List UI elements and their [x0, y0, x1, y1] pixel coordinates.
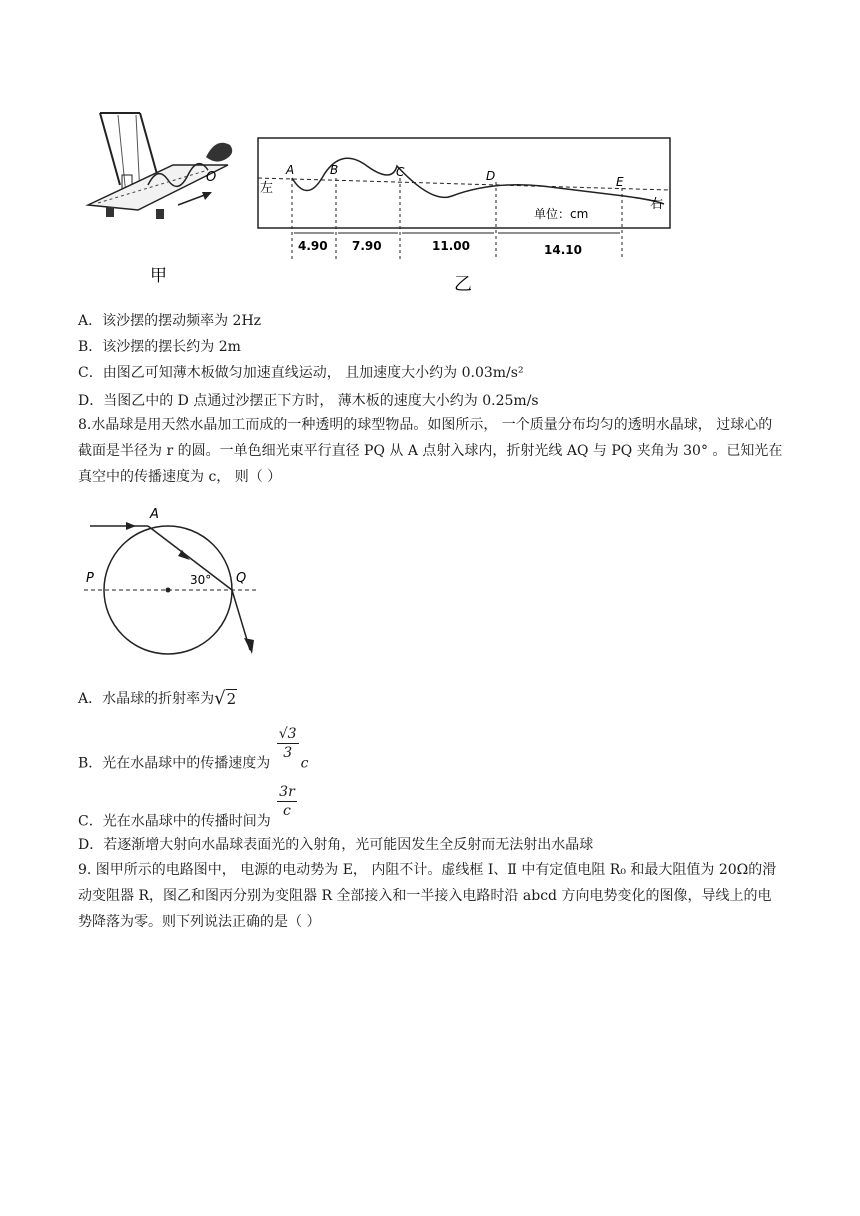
segment-1: 4.90	[298, 239, 328, 253]
caption-yi: 乙	[454, 274, 472, 295]
q7-option-d: D．当图乙中的 D 点通过沙摆正下方时， 薄木板的速度大小约为 0.25m/s	[78, 393, 539, 409]
q8-option-c-text: C．光在水晶球中的传播时间为	[78, 813, 271, 830]
figure-jia	[78, 105, 248, 300]
unit-label: 单位：cm	[534, 207, 589, 221]
point-C: C	[396, 165, 405, 179]
segment-3: 11.00	[432, 239, 470, 253]
fig-label-A: A	[150, 507, 159, 522]
fraction-b-num: √3	[278, 726, 297, 742]
q8-option-c	[78, 784, 299, 840]
label-O: O	[206, 170, 217, 185]
q7-option-c: C．由图乙可知薄木板做匀加速直线运动， 且加速度大小约为 0.03m/s²	[78, 365, 524, 381]
q8-option-a-text: A．水晶球的折射率为	[78, 691, 215, 707]
q8-option-b-suffix: c	[300, 755, 309, 772]
figure-crystal-ball	[78, 500, 268, 665]
point-E: E	[616, 175, 624, 189]
fraction-c	[277, 783, 297, 820]
q8-option-b-text: B．光在水晶球中的传播速度为	[78, 755, 271, 772]
segment-4: 14.10	[544, 243, 582, 257]
caption-jia: 甲	[150, 266, 167, 286]
point-D: D	[486, 169, 496, 183]
q7-option-b: B．该沙摆的摆长约为 2m	[78, 339, 241, 355]
fraction-b	[277, 725, 299, 762]
label-right: 右	[650, 197, 664, 212]
point-B: B	[330, 163, 339, 177]
q8-option-d: D．若逐渐增大射向水晶球表面光的入射角，光可能因发生全反射而无法射出水晶球	[78, 837, 594, 853]
fraction-c-den: c	[283, 803, 291, 819]
fraction-b-den: 3	[283, 745, 293, 761]
q9-stem: 9. 图甲所示的电路图中， 电源的电动势为 E， 内阻不计。虚线框 Ⅰ、Ⅱ 中有定值电阻 R₀ 和最大阻值为 20Ω的滑动变阻器 R，图乙和图丙分别为变阻器 R 全部接入和一半接入电路时沿 abcd 方向电势变化的图像，导线上的电势降落为零。则下列说法正确的是（ ）	[78, 862, 777, 930]
sqrt-symbol: √2	[214, 688, 237, 709]
q8-option-b	[78, 726, 309, 782]
label-left: 左	[260, 181, 274, 196]
segment-2: 7.90	[352, 239, 382, 253]
q7-option-a: A．该沙摆的摆动频率为 2Hz	[78, 313, 262, 329]
fig-label-P: P	[86, 571, 94, 586]
figure-yi	[252, 130, 677, 295]
point-A: A	[286, 163, 295, 177]
q8-stem: 8.水晶球是用天然水晶加工而成的一种透明的球型物品。如图所示， 一个质量分布均匀的透明水晶球， 过球心的截面是半径为 r 的圆。一单色细光束平行直径 PQ 从 A 点射入球内，折射光线 AQ 与 PQ 夹角为 30° 。已知光在真空中的传播速度为 c， 则（ ）	[78, 417, 783, 485]
fig-label-Q: Q	[236, 571, 247, 586]
radicand: 2	[226, 690, 237, 708]
q8-option-a	[78, 690, 237, 708]
fig-angle-label: 30°	[190, 573, 212, 587]
fraction-c-num: 3r	[279, 784, 295, 800]
